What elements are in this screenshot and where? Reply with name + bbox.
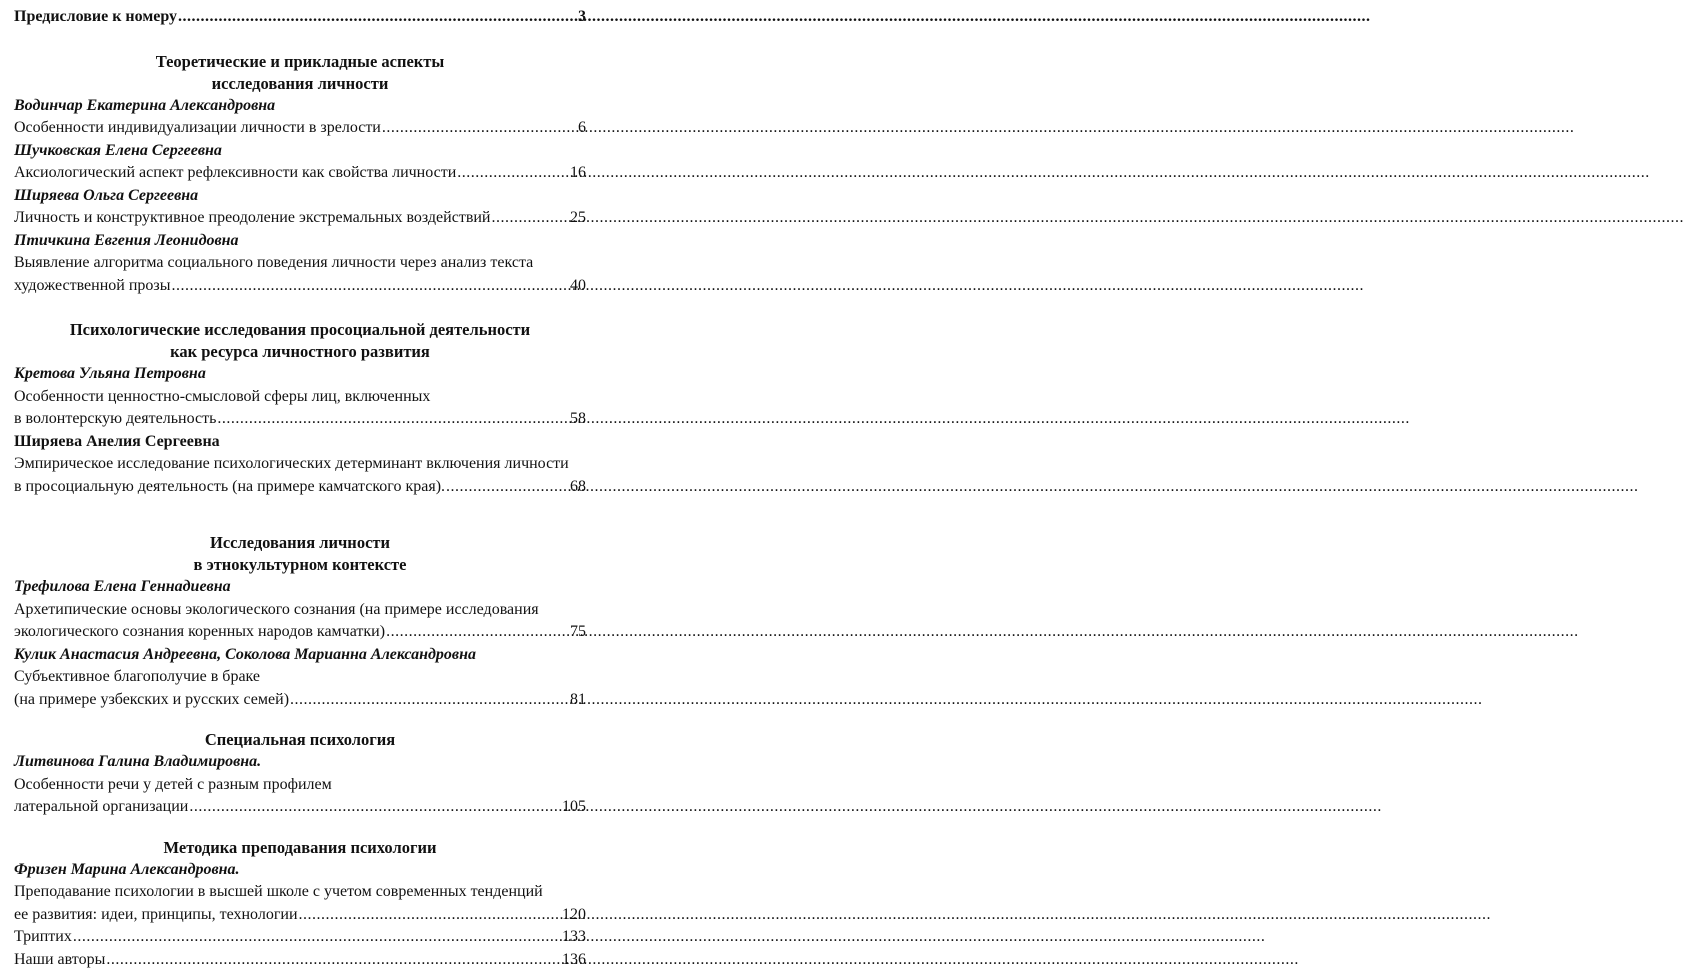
- leader-dots: [290, 689, 569, 712]
- section-prosocial-activity: [14, 319, 586, 498]
- leader-dots: [178, 6, 577, 29]
- toc-entry[interactable]: [14, 904, 586, 927]
- toc-entry-title: Личность и конструктивное преодоление экстремальных воздействий: [14, 207, 491, 230]
- leader-dots: [382, 117, 577, 140]
- toc-entry-triptych[interactable]: [14, 926, 586, 949]
- section-title: Теоретические и прикладные аспекты исследования личности: [14, 51, 586, 95]
- section-special-psychology: [14, 729, 586, 819]
- section-title: Специальная психология: [14, 729, 586, 751]
- toc-entry-title: ее развития: идеи, принципы, технологии: [14, 904, 298, 927]
- page-number: 105: [562, 796, 586, 819]
- author: Трефилова Елена Геннадиевна: [14, 576, 586, 599]
- page-number: 81: [570, 689, 586, 712]
- toc-entry-our-authors[interactable]: [14, 949, 586, 971]
- page-number: 16: [570, 162, 586, 185]
- leader-dots: [217, 408, 569, 431]
- toc-entry-title: художественной прозы: [14, 275, 170, 298]
- leader-dots: [189, 796, 561, 819]
- page-number: 120: [562, 904, 586, 927]
- author: Ширяева Анелия Сергеевна: [14, 431, 586, 454]
- author: Кулик Анастасия Андреевна, Соколова Марианна Александровна: [14, 644, 586, 667]
- toc-entry-line[interactable]: Преподавание психологии в высшей школе с учетом современных тенденций: [14, 881, 586, 904]
- leader-dots: [106, 949, 561, 971]
- section-title: Психологические исследования просоциальной деятельности как ресурса личностного развития: [14, 319, 586, 363]
- page-number: 133: [562, 926, 586, 949]
- toc-entry-preface[interactable]: [14, 6, 586, 29]
- toc-entry-line[interactable]: Особенности речи у детей с разным профилем: [14, 774, 586, 797]
- toc-entry-title: экологического сознания коренных народов камчатки): [14, 621, 385, 644]
- toc-entry-line[interactable]: Субъективное благополучие в браке: [14, 666, 586, 689]
- toc-entry[interactable]: [14, 117, 586, 140]
- toc-entry[interactable]: [14, 796, 586, 819]
- toc-entry-title: в волонтерскую деятельность: [14, 408, 216, 431]
- section-ethnocultural: [14, 532, 586, 711]
- page-number: 75: [570, 621, 586, 644]
- author: Литвинова Галина Владимировна.: [14, 751, 586, 774]
- toc-entry[interactable]: [14, 689, 586, 712]
- toc-entry-title: Наши авторы: [14, 949, 105, 971]
- section-title: Исследования личности в этнокультурном контексте: [14, 532, 586, 576]
- page-number: 3: [578, 6, 586, 29]
- leader-dots: [457, 162, 569, 185]
- author: Ширяева Ольга Сергеевна: [14, 185, 586, 208]
- author: Шучковская Елена Сергеевна: [14, 140, 586, 163]
- section-personality-research: [14, 51, 586, 298]
- toc-entry[interactable]: [14, 162, 586, 185]
- table-of-contents: [0, 0, 600, 943]
- author: Кретова Ульяна Петровна: [14, 363, 586, 386]
- toc-entry[interactable]: [14, 621, 586, 644]
- author: Фризен Марина Александровна.: [14, 859, 586, 882]
- toc-entry-title: (на примере узбекских и русских семей): [14, 689, 289, 712]
- toc-entry-title: Особенности индивидуализации личности в зрелости: [14, 117, 381, 140]
- leader-dots: [171, 275, 569, 298]
- toc-entry-line[interactable]: Выявление алгоритма социального поведения личности через анализ текста: [14, 252, 586, 275]
- page-number: 25: [570, 207, 586, 230]
- author: Птичкина Евгения Леонидовна: [14, 230, 586, 253]
- page-number: 58: [570, 408, 586, 431]
- leader-dots: [299, 904, 562, 927]
- toc-entry-title: Аксиологический аспект рефлексивности как свойства личности: [14, 162, 456, 185]
- toc-entry-title: в просоциальную деятельность (на примере камчатского края).: [14, 476, 445, 499]
- toc-entry-title: латеральной организации: [14, 796, 188, 819]
- leader-dots: [73, 926, 561, 949]
- leader-dots: [386, 621, 569, 644]
- section-teaching-methods: [14, 837, 586, 927]
- toc-entry[interactable]: [14, 408, 586, 431]
- leader-dots: [492, 207, 570, 230]
- page-number: 136: [562, 949, 586, 971]
- toc-entry[interactable]: [14, 275, 586, 298]
- page-number: 40: [570, 275, 586, 298]
- toc-entry-line[interactable]: Особенности ценностно-смысловой сферы лиц, включенных: [14, 386, 586, 409]
- toc-entry[interactable]: [14, 207, 586, 230]
- section-title: Методика преподавания психологии: [14, 837, 586, 859]
- toc-entry-line[interactable]: Архетипические основы экологического сознания (на примере исследования: [14, 599, 586, 622]
- toc-entry-title: Триптих: [14, 926, 72, 949]
- toc-entry-title: Предисловие к номеру: [14, 6, 177, 29]
- page-number: 68: [570, 476, 586, 499]
- author: Водинчар Екатерина Александровна: [14, 95, 586, 118]
- page-number: 6: [578, 117, 586, 140]
- toc-entry-line[interactable]: Эмпирическое исследование психологических детерминант включения личности: [14, 453, 586, 476]
- toc-entry[interactable]: [14, 476, 586, 499]
- leader-dots: [446, 476, 569, 499]
